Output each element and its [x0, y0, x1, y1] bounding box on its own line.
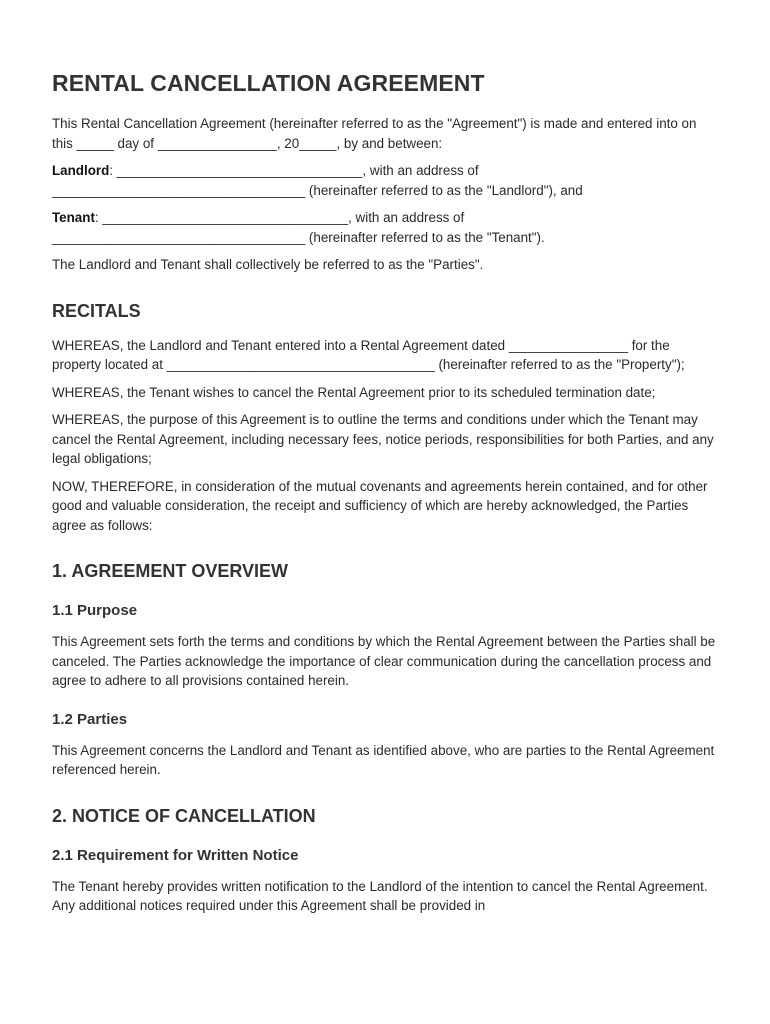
section-2-heading: 2. NOTICE OF CANCELLATION — [52, 805, 316, 826]
parties-note: The Landlord and Tenant shall collectively be referred to as the "Parties". — [52, 257, 484, 272]
document-title: RENTAL CANCELLATION AGREEMENT — [52, 70, 485, 96]
recitals-heading: RECITALS — [52, 300, 141, 321]
section-2-1-heading: 2.1 Requirement for Written Notice — [52, 846, 299, 864]
section-2-1-text: The Tenant hereby provides written notification to the Landlord of the intention to cancel the Rental Agreement. Any additional notices required under this Agreement shall be provided in — [52, 878, 708, 913]
section-1-heading: 1. AGREEMENT OVERVIEW — [52, 561, 289, 581]
recital-paragraph: WHEREAS, the Tenant wishes to cancel the Rental Agreement prior to its scheduled termination date; — [52, 384, 656, 400]
tenant-text: : _________________________________, with an address of __________________________________ (hereinafter referred to as the "Tenant"). — [52, 210, 545, 245]
recital-paragraph: WHEREAS, the Landlord and Tenant entered into a Rental Agreement dated ________________ for the property located at ____________________________________ (hereinafter referred to as the "Property"); — [52, 337, 685, 372]
landlord-paragraph — [52, 161, 718, 200]
intro-paragraph: This Rental Cancellation Agreement (hereinafter referred to as the "Agreement") is made and entered into on this _____ day of ________________, 20_____, by and between: — [52, 116, 697, 151]
tenant-label: Tenant — [52, 210, 95, 225]
recital-paragraph: WHEREAS, the purpose of this Agreement is to outline the terms and conditions under which the Tenant may cancel the Rental Agreement, including necessary fees, notice periods, responsibilities for both Parties, and any legal obligations; — [52, 412, 714, 466]
recital-paragraph: NOW, THEREFORE, in consideration of the mutual covenants and agreements herein contained, and for other good and valuable consideration, the receipt and sufficiency of which are hereby acknowledged, the Parties agree as follows: — [52, 478, 708, 533]
tenant-paragraph — [52, 208, 718, 247]
section-1-2-text: This Agreement concerns the Landlord and Tenant as identified above, who are parties to the Rental Agreement referenced herein. — [52, 742, 715, 777]
landlord-label: Landlord — [52, 163, 110, 178]
landlord-text: : _________________________________, with an address of __________________________________ (hereinafter referred to as the "Landlord"), and — [52, 163, 583, 198]
section-1-1-text: This Agreement sets forth the terms and conditions by which the Rental Agreement between the Parties shall be canceled. The Parties acknowledge the importance of clear communication during the cancellation process and agree to adhere to all provisions contained herein. — [52, 634, 716, 688]
section-1-1-heading: 1.1 Purpose — [52, 602, 138, 619]
section-1-2-heading: 1.2 Parties — [52, 710, 128, 728]
